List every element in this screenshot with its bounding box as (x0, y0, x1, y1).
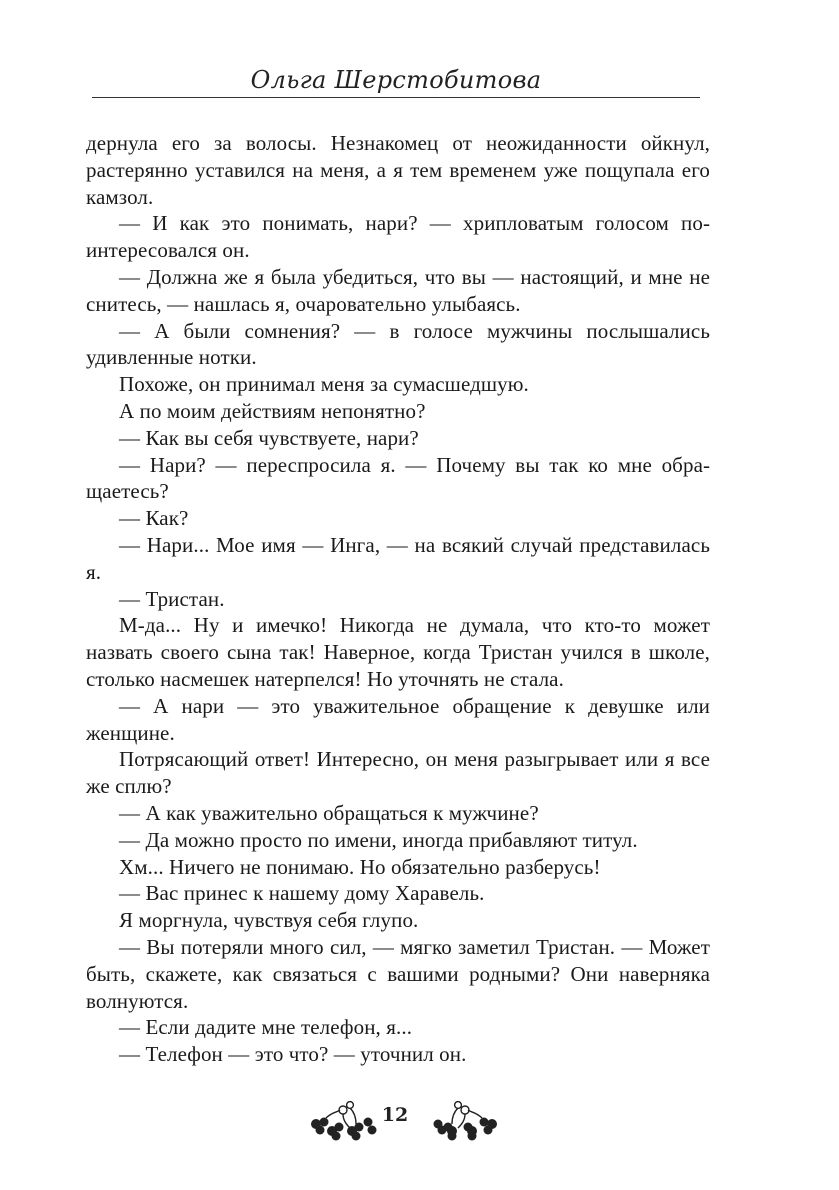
paragraph: — А были сомнения? — в голосе мужчины послышались удивленные нотки. (86, 318, 710, 370)
page-footer (0, 1092, 839, 1152)
paragraph: А по моим действиям непонятно? (119, 398, 426, 423)
paragraph: Похоже, он принимал меня за сумасшедшую. (119, 372, 529, 397)
paragraph: Потрясающий ответ! Интересно, он меня разыгрывает или я все же сплю? (86, 747, 710, 799)
paragraph: — Телефон — это что? — уточнил он. (119, 1042, 467, 1067)
paragraph: — Должна же я была убедиться, что вы — настоящий, и мне не снитесь, — нашлась я, очаровательно улыбаясь. (86, 264, 710, 316)
paragraph: — А как уважительно обращаться к мужчине? (119, 800, 539, 825)
header-rule (92, 97, 700, 98)
paragraph: — Нари? — переспросила я. — Почему вы так ко мне обращаетесь? (86, 452, 710, 504)
floral-ornament-icon (428, 1098, 502, 1142)
paragraph: — Да можно просто по имени, иногда прибавляют титул. (119, 827, 638, 852)
page-number: 12 (381, 1104, 409, 1126)
paragraph: — Нари... Мое имя — Инга, — на всякий случай представилась я. (86, 532, 710, 584)
paragraph: Хм... Ничего не понимаю. Но обязательно разберусь! (119, 854, 601, 879)
body-text (86, 130, 710, 1068)
author-name: Ольга Шерстобитова (250, 66, 542, 94)
paragraph: — И как это понимать, нари? — хрипловатым голосом поинтересовался он. (86, 211, 710, 263)
paragraph: — Как вы себя чувствуете, нари? (119, 425, 419, 450)
paragraph: — Если дадите мне телефон, я... (119, 1015, 413, 1040)
paragraph: Я моргнула, чувствуя себя глупо. (119, 908, 419, 933)
paragraph: — А нари — это уважительное обращение к девушке или женщине. (86, 693, 710, 745)
paragraph: — Тристан. (119, 586, 225, 611)
floral-ornament-icon (306, 1098, 380, 1142)
paragraph: — Как? (119, 506, 189, 531)
paragraph: — Вас принес к нашему дому Харавель. (119, 881, 485, 906)
running-head (92, 62, 700, 102)
paragraph: М-да... Ну и имечко! Никогда не думала, что кто-то может назвать своего сына так! Наверное, когда Тристан учился в школе, столько насмешек натерпелся! Но уточнять не стала. (86, 613, 710, 691)
paragraph: дернула его за волосы. Незнакомец от неожиданности ойкнул, растерянно уставился на меня, а я тем временем уже пощупала его камзол. (86, 131, 710, 209)
paragraph: — Вы потеряли много сил, — мягко заметил Тристан. — Может быть, скажете, как связаться с вашими родными? Они наверняка волнуются. (86, 934, 710, 1013)
